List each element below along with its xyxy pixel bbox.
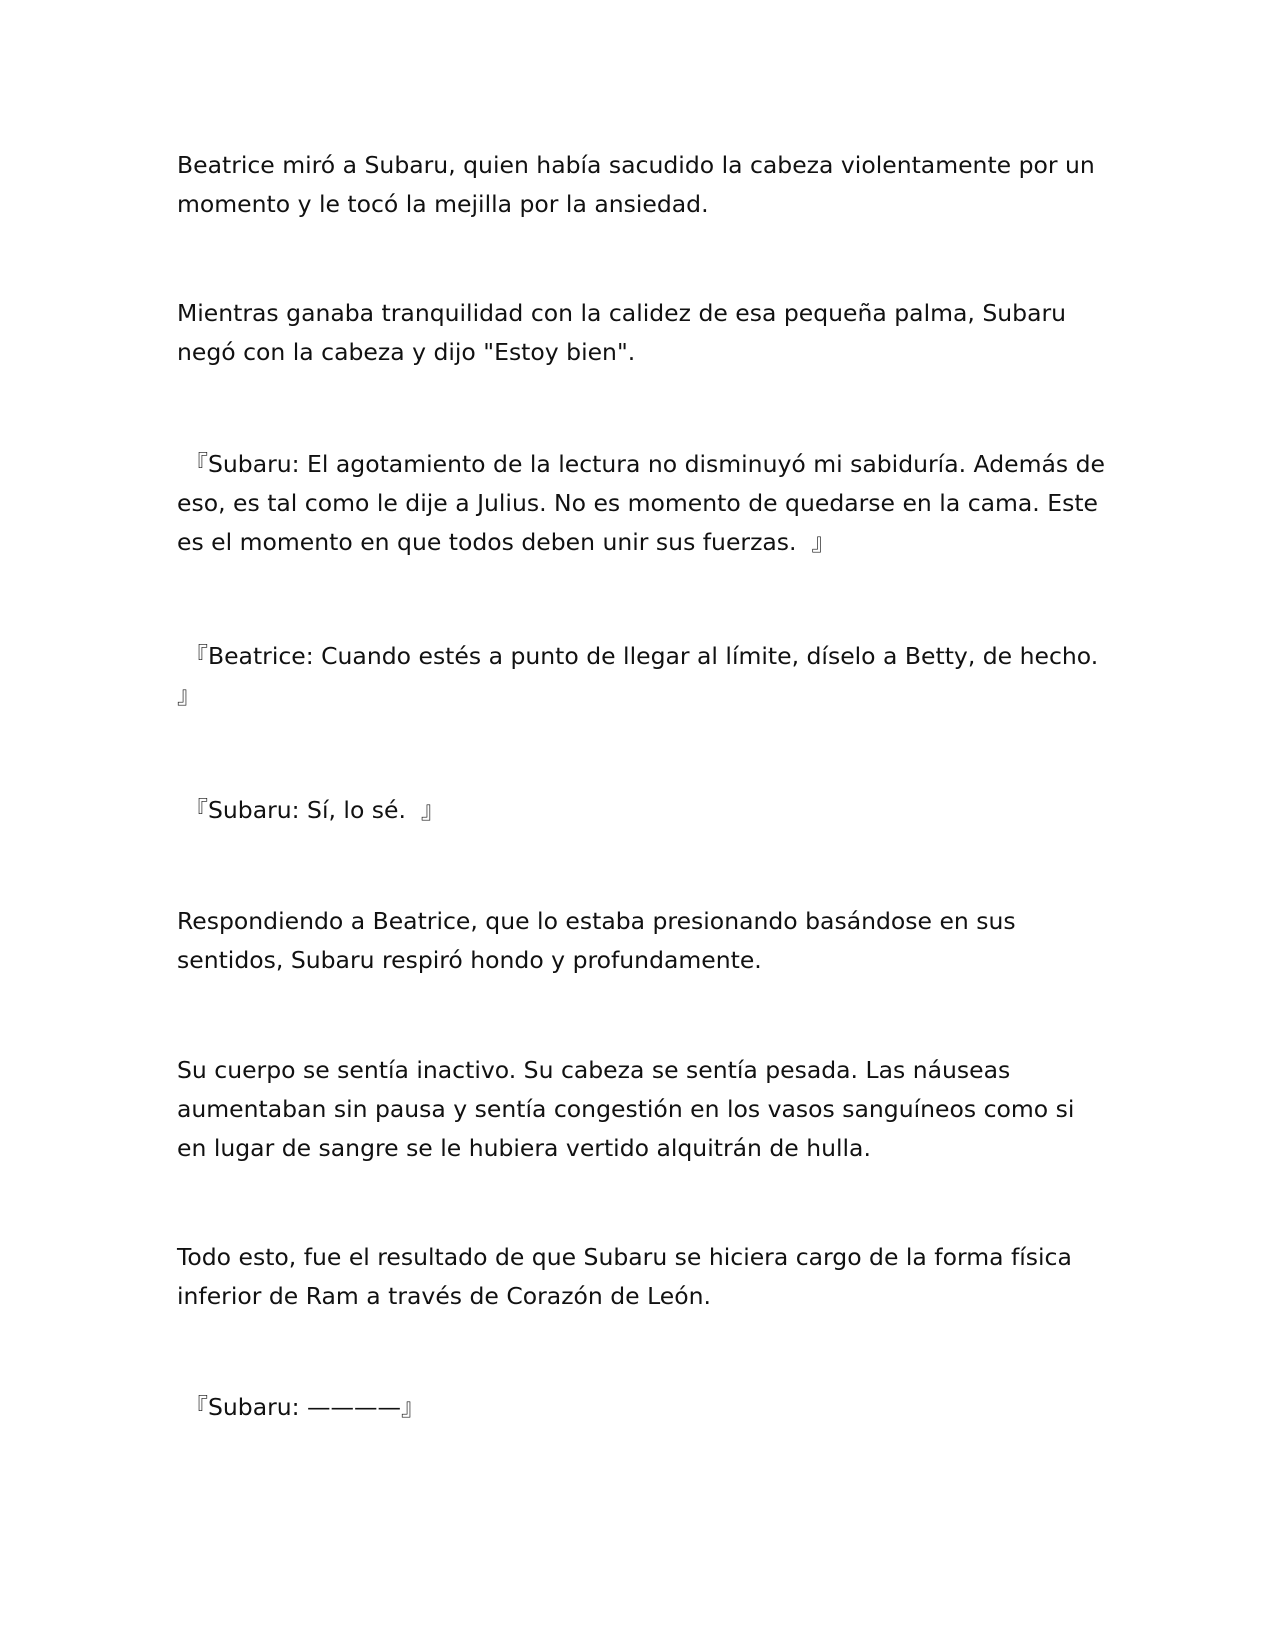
paragraph-narration-3: Respondiendo a Beatrice, que lo estaba presionando basándose en sus sentidos, Subaru respiró hondo y profundamente. [177,907,1016,974]
dialogue-subaru-1: 『Subaru: El agotamiento de la lectura no disminuyó mi sabiduría. Además de eso, es tal como le dije a Julius. No es momento de quedarse en la cama. Este es el momento en que todos deben unir sus fuerzas. 』 [177,450,1105,556]
paragraph-narration-2: Mientras ganaba tranquilidad con la calidez de esa pequeña palma, Subaru negó con la cabeza y dijo "Estoy bien". [177,299,1067,366]
paragraph-narration-1: Beatrice miró a Subaru, quien había sacudido la cabeza violentamente por un momento y le tocó la mejilla por la ansiedad. [177,151,1095,218]
dialogue-subaru-2: 『Subaru: Sí, lo sé. 』 [177,796,445,824]
dialogue-subaru-3: 『Subaru: ————』 [177,1393,425,1421]
paragraph-narration-5: Todo esto, fue el resultado de que Subaru se hiciera cargo de la forma física inferior de Ram a través de Corazón de León. [177,1243,1072,1310]
dialogue-beatrice: 『Beatrice: Cuando estés a punto de llegar al límite, díselo a Betty, de hecho. 』 [177,642,1099,709]
paragraph-narration-4: Su cuerpo se sentía inactivo. Su cabeza se sentía pesada. Las náuseas aumentaban sin pausa y sentía congestión en los vasos sanguíneos como si en lugar de sangre se le hubiera vertido alquitrán de hulla. [177,1056,1075,1162]
